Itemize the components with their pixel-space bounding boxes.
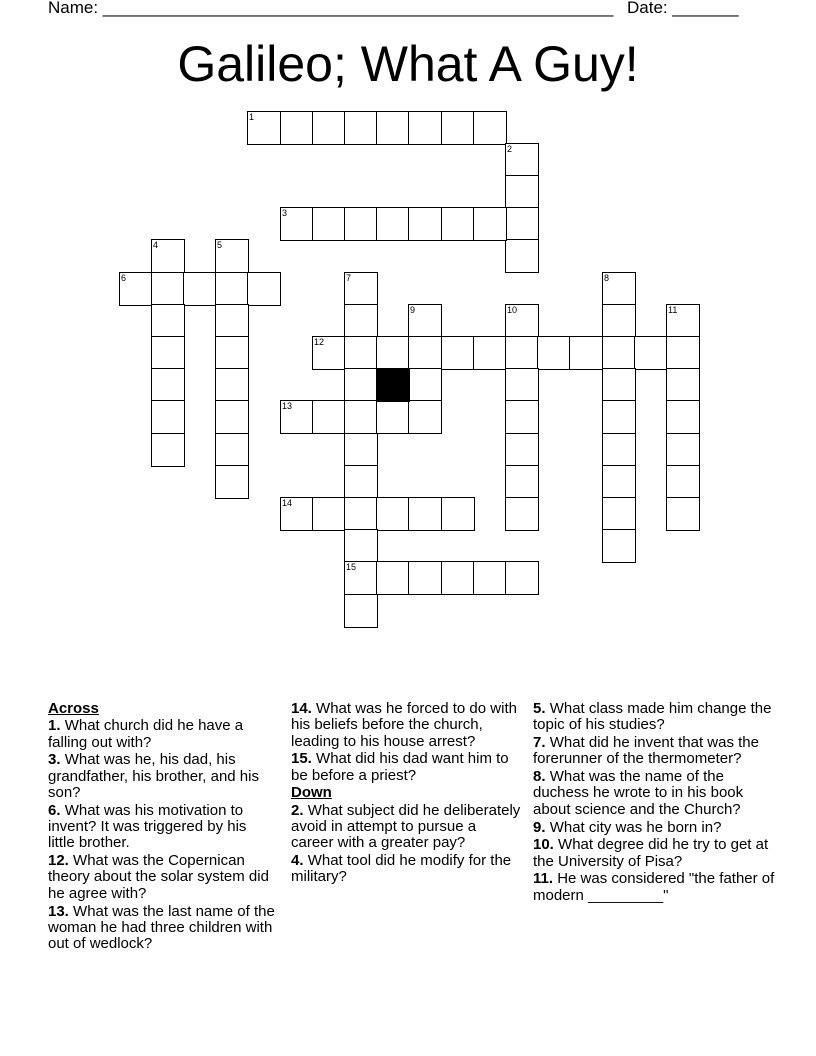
clue-number: 1 [249,112,255,122]
crossword-cell[interactable] [441,561,475,595]
down-clue-7: 7. What did he invent that was the forerunner of the thermometer? [533,734,759,768]
crossword-cell[interactable] [344,433,378,467]
crossword-cell[interactable] [602,400,636,434]
crossword-cell[interactable] [376,497,410,531]
crossword-cell[interactable] [408,336,442,370]
crossword-cell[interactable] [215,368,249,402]
crossword-cell[interactable] [215,336,249,370]
crossword-cell[interactable] [505,336,539,370]
crossword-cell[interactable] [666,465,700,499]
crossword-cell[interactable] [344,111,378,145]
across-clue-15: 15. What did his dad want him to be before a priest? [291,750,509,784]
clue-number: 5 [217,240,223,250]
crossword-cell[interactable] [602,304,636,338]
crossword-cell[interactable] [344,561,378,595]
clue-number: 6 [121,273,127,283]
crossword-cell[interactable] [376,336,410,370]
crossword-cell[interactable] [602,368,636,402]
down-clue-4: 4. What tool did he modify for the military? [291,852,512,886]
crossword-cell[interactable] [215,400,249,434]
crossword-cell[interactable] [376,561,410,595]
crossword-cell[interactable] [666,400,700,434]
crossword-cell[interactable] [344,465,378,499]
crossword-cell[interactable] [344,497,378,531]
clue-column-2 [291,701,521,887]
crossword-cell[interactable] [441,207,475,241]
crossword-cell[interactable] [441,497,475,531]
crossword-cell[interactable] [247,111,281,145]
crossword-cell[interactable] [602,465,636,499]
crossword-cell[interactable] [569,336,603,370]
crossword-cell[interactable] [247,272,281,306]
crossword-cell[interactable] [119,272,153,306]
clue-column-1 [48,701,276,954]
crossword-cell[interactable] [376,207,410,241]
clue-number: 11 [668,305,678,315]
page-title: Galileo; What A Guy! [177,36,639,92]
crossword-cell[interactable] [215,433,249,467]
clue-number: 3 [282,208,288,218]
crossword-cell[interactable] [505,400,539,434]
crossword-cell[interactable] [151,368,185,402]
crossword-cell[interactable] [505,143,539,177]
crossword-cell[interactable] [408,400,442,434]
crossword-cell[interactable] [408,207,442,241]
crossword-cell[interactable] [666,497,700,531]
crossword-cell[interactable] [344,272,378,306]
crossword-cell[interactable] [312,111,346,145]
clue-number: 15 [346,562,357,572]
across-clue-12: 12. What was the Copernican theory about the solar system did he agree with? [48,852,269,902]
down-clue-10: 10. What degree did he try to get at the University of Pisa? [533,836,769,870]
crossword-cell[interactable] [408,304,442,338]
clue-number: 2 [507,144,513,154]
down-clue-8: 8. What was the name of the duchess he wrote to in his book about science and the Church? [533,768,744,818]
clue-number: 13 [282,401,293,411]
crossword-cell[interactable] [505,433,539,467]
down-clue-2: 2. What subject did he deliberately avoid in attempt to pursue a career with a greater pay? [291,801,521,852]
crossword-cell[interactable] [344,304,378,338]
crossword-cell[interactable] [151,433,185,467]
crossword-cell[interactable] [344,529,378,563]
crossword-cell[interactable] [666,433,700,467]
crossword-cell[interactable] [183,272,217,306]
crossword-cell[interactable] [473,336,507,370]
crossword-cell[interactable] [602,272,636,306]
crossword-cell[interactable] [280,111,314,145]
crossword-cell[interactable] [666,336,700,370]
crossword-cell[interactable] [505,304,539,338]
crossword-cell[interactable] [151,239,185,273]
crossword-cell[interactable] [505,561,539,595]
across-heading: Across [48,700,99,717]
crossword-cell[interactable] [602,497,636,531]
crossword-cell[interactable] [312,400,346,434]
crossword-cell[interactable] [505,368,539,402]
crossword-cell[interactable] [280,400,314,434]
crossword-cell[interactable] [344,336,378,370]
crossword-cell[interactable] [602,433,636,467]
crossword-cell[interactable] [151,400,185,434]
crossword-cell[interactable] [376,400,410,434]
crossword-cell[interactable] [151,304,185,338]
clue-number: 7 [346,273,352,283]
crossword-cell[interactable] [280,207,314,241]
crossword-cell[interactable] [215,239,249,273]
crossword-cell[interactable] [312,497,346,531]
crossword-cell[interactable] [505,497,539,531]
crossword-cell[interactable] [473,207,507,241]
crossword-cell[interactable] [280,497,314,531]
crossword-cell[interactable] [312,207,346,241]
crossword-cell[interactable] [344,368,378,402]
across-clue-13: 13. What was the last name of the woman he had three children with out of wedlock? [48,902,275,953]
clue-number: 12 [314,337,325,347]
crossword-cell[interactable] [215,465,249,499]
clue-number: 10 [507,305,518,315]
crossword-cell[interactable] [151,336,185,370]
crossword-cell[interactable] [151,272,185,306]
crossword-cell[interactable] [634,336,668,370]
crossword-cell[interactable] [505,465,539,499]
clue-column-3 [533,701,778,906]
across-clue-14: 14. What was he forced to do with his beliefs before the church, leading to his house arrest? [291,700,517,750]
crossword-cell[interactable] [376,111,410,145]
crossword-cell[interactable] [408,111,442,145]
across-clue-1: 1. What church did he have a falling out with? [48,717,244,751]
crossword-cell[interactable] [408,561,442,595]
crossword-cell[interactable] [505,239,539,273]
crossword-cell[interactable] [602,336,636,370]
down-clue-11: 11. He was considered "the father of modern _________" [533,870,775,904]
crossword-cell[interactable] [408,497,442,531]
crossword-cell[interactable] [666,368,700,402]
down-heading: Down [291,784,332,802]
crossword-cell[interactable] [602,529,636,563]
date-field-label: Date: _______ [627,0,739,17]
crossword-cell[interactable] [505,207,539,241]
crossword-cell[interactable] [312,336,346,370]
crossword-cell[interactable] [344,400,378,434]
clue-number: 14 [282,498,293,508]
crossword-cell[interactable] [473,111,507,145]
crossword-cell[interactable] [441,111,475,145]
crossword-cell[interactable] [344,594,378,628]
clue-number: 4 [153,240,159,250]
crossword-cell[interactable] [537,336,571,370]
crossword-cell[interactable] [666,304,700,338]
crossword-cell[interactable] [344,207,378,241]
crossword-black-cell [376,368,410,402]
across-clue-6: 6. What was his motivation to invent? It was triggered by his little brother. [48,801,247,852]
down-clue-9: 9. What city was he born in? [533,818,722,836]
across-clue-3: 3. What was he, his dad, his grandfather, his brother, and his son? [48,751,259,801]
down-clue-5: 5. What class made him change the topic of his studies? [533,700,772,734]
clue-number: 8 [604,273,610,283]
crossword-cell[interactable] [505,175,539,209]
clue-number: 9 [410,305,416,315]
crossword-cell[interactable] [215,272,249,306]
crossword-cell[interactable] [473,561,507,595]
crossword-cell[interactable] [408,368,442,402]
crossword-cell[interactable] [441,336,475,370]
crossword-cell[interactable] [215,304,249,338]
name-field-label: Name: ______________________________________________________ [48,0,614,17]
